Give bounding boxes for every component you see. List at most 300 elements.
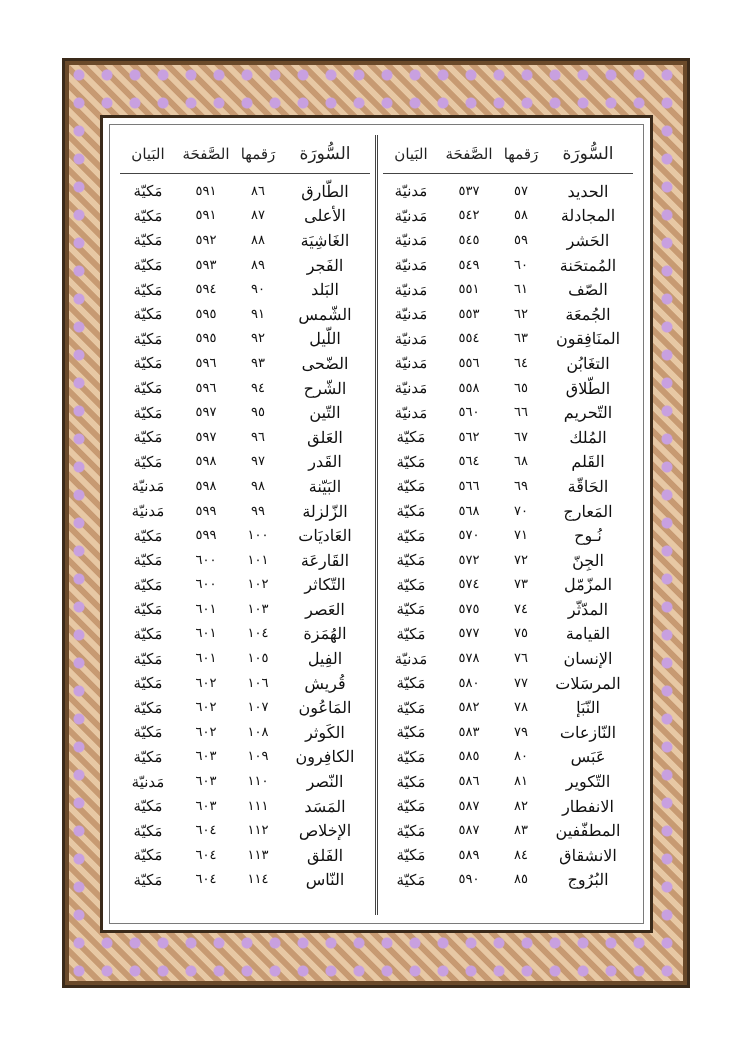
surah-number: ١١٣ [247,847,269,863]
surah-number: ١٠٥ [247,651,269,667]
surah-name: البَلد [311,280,339,300]
surah-name: الطّلاق [565,378,611,398]
surah-page: ٥٩٠ [458,872,480,888]
header-type: البَيان [131,145,165,163]
surah-type: مَكيّة [133,256,163,275]
surah-type: مَكيّة [396,674,426,693]
table-row [120,818,370,843]
table-row [120,302,370,327]
surah-name: المُلك [569,427,607,447]
surah-page: ٥٩٧ [195,429,217,445]
surah-type: مَكيّة [133,182,163,201]
surah-name: العَاديَات [298,526,352,546]
surah-name: المنَافِقون [555,329,621,349]
table-row [383,425,633,450]
surah-name: القيامة [565,624,611,644]
table-row [383,474,633,499]
surah-type: مَدنيّة [394,256,428,275]
column-divider [375,135,376,915]
surah-page: ٥٥٣ [458,306,480,322]
surah-type: مَكيّة [396,747,426,766]
surah-page: ٥٦٨ [458,503,480,519]
table-row [120,646,370,671]
table-row [120,204,370,229]
surah-page: ٥٧٨ [458,651,480,667]
surah-name: الجِنّ [572,550,604,570]
surah-type: مَدنيّة [394,305,428,324]
surah-page: ٦٠١ [195,601,217,617]
table-row [120,474,370,499]
surah-name: النّبَإ [576,698,600,718]
table-row [383,671,633,696]
surah-page: ٥٧٢ [458,552,480,568]
table-row [383,868,633,893]
table-row [120,327,370,352]
surah-number: ١٠٩ [247,749,269,765]
surah-name: الجُمعَة [565,304,611,324]
surah-page: ٥٧٤ [458,577,480,593]
left-column [120,135,370,915]
surah-name: الإنسان [563,649,613,669]
header-surah: السُّورَة [562,144,614,164]
surah-type: مَدنيّة [394,280,428,299]
surah-name: الهُمَزة [303,624,347,644]
surah-type: مَكيّة [133,305,163,324]
surah-page: ٥٨٩ [458,847,480,863]
surah-page: ٦٠٠ [195,577,217,593]
header-number: رَقمها [503,145,539,163]
surah-name: الصّف [568,280,608,300]
surah-number: ٧٠ [514,503,528,519]
surah-number: ٩٧ [251,454,265,470]
header-page: الصَّفحَة [445,145,493,163]
surah-name: الفِيل [307,649,343,669]
surah-type: مَكيّة [396,797,426,816]
surah-number: ٦٢ [514,306,528,322]
surah-type: مَكيّة [133,231,163,250]
surah-page: ٥٩١ [195,183,217,199]
surah-type: مَكيّة [396,600,426,619]
surah-number: ٧١ [514,528,528,544]
table-row [383,745,633,770]
surah-number: ٦٨ [514,454,528,470]
surah-type: مَكيّة [133,846,163,865]
surah-page: ٥٤٩ [458,257,480,273]
surah-name: الانفطار [562,796,614,816]
surah-type: مَدنيّة [394,206,428,225]
surah-type: مَكيّة [133,624,163,643]
surah-name: الغَاشِيَة [300,230,350,250]
surah-number: ٧٤ [514,601,528,617]
surah-name: المَاعُون [298,698,352,718]
surah-name: النّاس [305,870,345,890]
surah-number: ١٠١ [247,552,269,568]
surah-number: ٨٧ [251,208,265,224]
table-row [120,499,370,524]
surah-type: مَكيّة [133,600,163,619]
surah-page: ٥٨٢ [458,700,480,716]
table-row [383,277,633,302]
table-row [383,523,633,548]
table-row [383,376,633,401]
surah-name: التّكوير [565,772,611,792]
surah-name: التّين [309,403,341,423]
surah-number: ١٠٨ [247,724,269,740]
surah-number: ١٠٣ [247,601,269,617]
surah-name: المرسَلات [555,673,621,693]
surah-page: ٥٧٥ [458,601,480,617]
surah-page: ٦٠٣ [195,749,217,765]
surah-name: القَارعَة [300,550,350,570]
surah-page: ٥٩١ [195,208,217,224]
surah-number: ٩٤ [251,380,265,396]
surah-number: ٩٢ [251,331,265,347]
surah-number: ٦٥ [514,380,528,396]
surah-type: مَكيّة [133,551,163,570]
table-row [120,376,370,401]
table-row [120,425,370,450]
table-row [383,646,633,671]
surah-name: الحَاقّة [567,476,609,496]
table-row [383,400,633,425]
surah-type: مَكيّة [133,747,163,766]
surah-page: ٥٥٦ [458,355,480,371]
surah-type: مَدنيّة [131,477,165,496]
surah-page: ٦٠١ [195,651,217,667]
surah-page: ٦٠٢ [195,700,217,716]
surah-number: ١١٤ [247,872,269,888]
surah-type: مَكيّة [396,846,426,865]
column-divider [377,135,378,915]
surah-number: ٨٨ [251,232,265,248]
surah-number: ٨٢ [514,798,528,814]
surah-name: المَعارج [563,501,613,521]
surah-type: مَدنيّة [131,772,165,791]
surah-name: الشّرح [303,378,347,398]
surah-number: ٧٧ [514,675,528,691]
table-row [383,499,633,524]
table-row [383,302,633,327]
surah-page: ٥٩٥ [195,331,217,347]
surah-type: مَكيّة [396,772,426,791]
surah-type: مَكيّة [133,428,163,447]
surah-page: ٥٤٥ [458,232,480,248]
surah-number: ٨١ [514,774,528,790]
surah-name: المُمتحَنة [559,255,617,275]
surah-type: مَدنيّة [394,182,428,201]
surah-number: ١١٠ [247,774,269,790]
surah-type: مَكيّة [133,379,163,398]
surah-name: الانشقاق [559,845,617,865]
surah-name: الأعلى [304,206,346,226]
surah-type: مَكيّة [133,526,163,545]
table-row [383,769,633,794]
surah-type: مَكيّة [396,526,426,545]
surah-number: ١١٢ [247,823,269,839]
surah-page: ٥٩٩ [195,528,217,544]
surah-name: النّازعات [559,722,617,742]
surah-name: الإخلاص [298,821,352,841]
surah-type: مَدنيّة [394,231,428,250]
surah-page: ٦٠٢ [195,724,217,740]
table-row [120,794,370,819]
surah-number: ٧٢ [514,552,528,568]
table-row [383,573,633,598]
table-row [383,450,633,475]
table-row [120,548,370,573]
right-column [383,135,633,915]
surah-page: ٥٦٤ [458,454,480,470]
surah-type: مَكيّة [133,354,163,373]
surah-page: ٥٩٦ [195,355,217,371]
table-row [383,228,633,253]
surah-name: الكَوثر [305,722,345,742]
surah-name: المَسَد [304,796,346,816]
table-row [120,597,370,622]
surah-page: ٥٨٥ [458,749,480,765]
surah-number: ٩٠ [251,282,265,298]
surah-number: ١٠٦ [247,675,269,691]
surah-type: مَكيّة [396,502,426,521]
surah-number: ٦٠ [514,257,528,273]
surah-name: الشّمس [298,304,352,324]
surah-name: الفَجر [306,255,344,275]
surah-page: ٥٧٠ [458,528,480,544]
table-header-row [120,135,370,173]
surah-number: ١٠٤ [247,626,269,642]
surah-page: ٥٨٧ [458,823,480,839]
surah-page: ٥٩٣ [195,257,217,273]
surah-page: ٥٩٨ [195,478,217,494]
surah-number: ٨٠ [514,749,528,765]
surah-page: ٥٨٧ [458,798,480,814]
surah-type: مَكيّة [133,674,163,693]
surah-page: ٥٤٢ [458,208,480,224]
surah-type: مَكيّة [396,723,426,742]
surah-number: ٩٦ [251,429,265,445]
surah-name: عَبَس [570,747,606,767]
table-row [383,597,633,622]
surah-type: مَكيّة [133,649,163,668]
surah-page: ٥٨٣ [458,724,480,740]
surah-page: ٥٩٦ [195,380,217,396]
surah-page: ٥٧٧ [458,626,480,642]
surah-number: ٧٦ [514,651,528,667]
surah-name: البَيّنة [308,476,342,496]
table-row [120,868,370,893]
surah-type: مَكيّة [396,870,426,889]
surah-type: مَكيّة [133,329,163,348]
surah-type: مَكيّة [396,575,426,594]
surah-name: التّكاثر [304,575,346,595]
surah-name: الحَشر [566,230,610,250]
surah-name: العَصر [305,599,345,619]
header-page: الصَّفحَة [182,145,230,163]
table-row [383,327,633,352]
table-row [120,769,370,794]
surah-name: المطفّفين [555,821,621,841]
surah-type: مَكيّة [396,698,426,717]
surah-number: ٧٥ [514,626,528,642]
surah-name: العَلق [307,427,343,447]
surah-number: ١١١ [247,798,269,814]
surah-number: ٧٣ [514,577,528,593]
table-row [383,695,633,720]
surah-type: مَكيّة [133,403,163,422]
surah-name: التّحريم [563,403,613,423]
surah-type: مَكيّة [133,452,163,471]
surah-page: ٥٩٤ [195,282,217,298]
surah-number: ٥٩ [514,232,528,248]
surah-name: التغَابُن [566,353,610,373]
surah-page: ٥٥١ [458,282,480,298]
surah-type: مَكيّة [133,870,163,889]
surah-name: الطّارق [301,181,349,201]
surah-table-right [383,135,633,892]
table-row [120,695,370,720]
surah-page: ٥٥٨ [458,380,480,396]
surah-number: ٩٩ [251,503,265,519]
surah-number: ٨٤ [514,847,528,863]
surah-number: ٨٥ [514,872,528,888]
surah-name: المزّمّل [563,575,613,595]
surah-page: ٥٣٧ [458,183,480,199]
surah-number: ٩١ [251,306,265,322]
surah-page: ٦٠٤ [195,847,217,863]
surah-name: الضّحى [301,353,349,373]
surah-type: مَدنيّة [394,329,428,348]
surah-page: ٥٩٧ [195,405,217,421]
table-row [120,573,370,598]
surah-number: ٥٨ [514,208,528,224]
surah-name: نُـوح [574,526,602,546]
surah-number: ١٠٢ [247,577,269,593]
surah-number: ٩٥ [251,405,265,421]
surah-type: مَكيّة [133,206,163,225]
surah-page: ٥٨٦ [458,774,480,790]
surah-type: مَكيّة [133,575,163,594]
surah-page: ٦٠٠ [195,552,217,568]
surah-page: ٦٠٤ [195,823,217,839]
surah-name: الحديد [567,181,609,201]
surah-type: مَكيّة [133,280,163,299]
surah-type: مَكيّة [133,821,163,840]
table-row [120,720,370,745]
surah-page: ٦٠٣ [195,798,217,814]
surah-type: مَكيّة [133,723,163,742]
surah-type: مَكيّة [133,698,163,717]
surah-type: مَكيّة [396,624,426,643]
surah-number: ٦٩ [514,478,528,494]
header-surah: السُّورَة [299,144,351,164]
surah-number: ٦٦ [514,405,528,421]
surah-page: ٥٨٠ [458,675,480,691]
surah-name: اللّيل [309,329,341,349]
table-row [120,228,370,253]
surah-type: مَكيّة [396,428,426,447]
surah-page: ٥٩٢ [195,232,217,248]
table-header-row [383,135,633,173]
surah-name: قُريش [304,673,346,693]
surah-type: مَكيّة [396,821,426,840]
surah-type: مَدنيّة [394,403,428,422]
surah-page: ٥٦٦ [458,478,480,494]
table-row [383,253,633,278]
table-row [120,622,370,647]
surah-name: الفَلق [306,845,344,865]
header-number: رَقمها [240,145,276,163]
surah-page: ٦٠٣ [195,774,217,790]
table-row [120,277,370,302]
surah-number: ٨٩ [251,257,265,273]
table-row [383,173,633,204]
surah-name: البُرُوج [567,870,609,890]
surah-page: ٦٠٤ [195,872,217,888]
table-row [383,818,633,843]
table-row [120,671,370,696]
surah-page: ٥٩٨ [195,454,217,470]
surah-type: مَكيّة [133,797,163,816]
surah-number: ١٠٧ [247,700,269,716]
surah-number: ٨٣ [514,823,528,839]
table-row [120,351,370,376]
surah-page: ٥٥٤ [458,331,480,347]
surah-type: مَدنيّة [394,354,428,373]
surah-number: ٦٣ [514,331,528,347]
surah-number: ٨٦ [251,183,265,199]
surah-name: المدّثّر [567,599,609,619]
table-row [383,548,633,573]
surah-type: مَدنيّة [394,649,428,668]
surah-page: ٦٠٢ [195,675,217,691]
surah-type: مَكيّة [396,551,426,570]
surah-type: مَدنيّة [131,502,165,521]
surah-page: ٦٠١ [195,626,217,642]
table-row [120,843,370,868]
surah-type: مَكيّة [396,452,426,471]
surah-page: ٥٩٥ [195,306,217,322]
table-row [383,622,633,647]
surah-page: ٥٦٢ [458,429,480,445]
surah-name: المجادلة [560,206,616,226]
table-row [383,204,633,229]
surah-number: ٧٨ [514,700,528,716]
surah-name: النّصر [306,772,344,792]
surah-type: مَدنيّة [394,379,428,398]
header-type: البَيان [394,145,428,163]
surah-page: ٥٩٩ [195,503,217,519]
table-row [120,450,370,475]
surah-number: ٩٨ [251,478,265,494]
table-row [120,523,370,548]
surah-number: ١٠٠ [247,528,269,544]
table-row [120,173,370,204]
surah-table-left [120,135,370,892]
index-panel [109,124,644,924]
surah-number: ٧٩ [514,724,528,740]
surah-number: ٩٣ [251,355,265,371]
table-row [383,794,633,819]
surah-page: ٥٦٠ [458,405,480,421]
surah-name: الكافِرون [295,747,355,767]
surah-number: ٥٧ [514,183,528,199]
surah-type: مَكيّة [396,477,426,496]
surah-name: الزّلزلة [302,501,348,521]
table-row [383,351,633,376]
table-row [383,720,633,745]
surah-name: القَدر [308,452,342,472]
surah-number: ٦٧ [514,429,528,445]
